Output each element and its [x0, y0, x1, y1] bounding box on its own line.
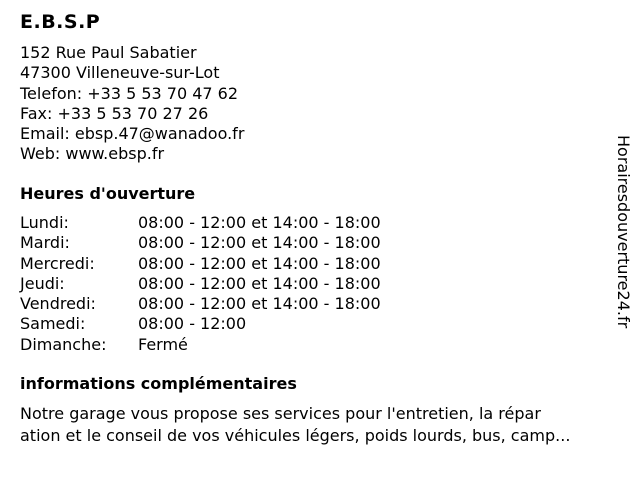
info-line: ation et le conseil de vos véhicules légers, poids lourds, bus, camp...: [20, 426, 571, 445]
fax-number: Fax: +33 5 53 70 27 26: [20, 103, 209, 123]
day-label: Mercredi:: [20, 253, 95, 273]
additional-info-text: [20, 403, 620, 447]
day-label: Mardi:: [20, 233, 70, 253]
day-label: Samedi:: [20, 314, 86, 334]
time-range: 08:00 - 12:00: [138, 314, 247, 334]
additional-info-heading: informations complémentaires: [20, 374, 297, 393]
time-range: 08:00 - 12:00 et 14:00 - 18:00: [138, 213, 381, 232]
time-range: 08:00 - 12:00 et 14:00 - 18:00: [138, 233, 381, 253]
info-line: Notre garage vous propose ses services pour l'entretien, la répar: [20, 404, 541, 423]
contact-block: [20, 43, 244, 165]
time-range: Fermé: [138, 334, 188, 354]
day-label: Dimanche:: [20, 334, 107, 354]
business-name: E.B.S.P: [20, 11, 101, 33]
watermark-text: Horairesdouverture24.fr: [614, 135, 633, 329]
phone-number: Telefon: +33 5 53 70 47 62: [20, 83, 239, 103]
day-label: Vendredi:: [20, 294, 96, 314]
opening-hours-heading: Heures d'ouverture: [20, 184, 196, 203]
time-range: 08:00 - 12:00 et 14:00 - 18:00: [138, 294, 381, 314]
day-label: Lundi:: [20, 213, 69, 232]
time-range: 08:00 - 12:00 et 14:00 - 18:00: [138, 273, 381, 293]
time-range: 08:00 - 12:00 et 14:00 - 18:00: [138, 253, 381, 273]
email-address: Email: ebsp.47@wanadoo.fr: [20, 124, 245, 144]
address-city: 47300 Villeneuve-sur-Lot: [20, 63, 220, 83]
website-address: Web: www.ebsp.fr: [20, 144, 165, 164]
day-label: Jeudi:: [20, 273, 65, 293]
site-watermark: [612, 135, 632, 375]
address-street: 152 Rue Paul Sabatier: [20, 43, 197, 62]
